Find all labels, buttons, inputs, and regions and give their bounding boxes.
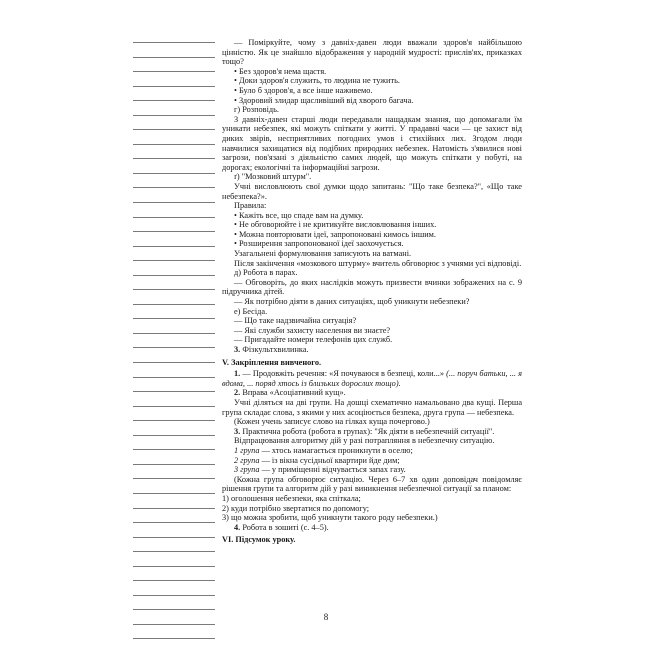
- lesson-text-column: [222, 38, 522, 547]
- paragraph: д) Робота в парах.: [234, 268, 298, 278]
- step-label: Вправа «Асоціативний кущ».: [242, 388, 346, 398]
- margin-line: [133, 144, 215, 145]
- group-text: — із вікна сусідньої квартири йде дим;: [261, 455, 400, 465]
- group-text: — у приміщенні відчувається запах газу.: [261, 465, 406, 475]
- margin-line: [133, 42, 215, 43]
- step-number: 3.: [234, 345, 241, 354]
- paragraph: З давніх-давен старші люди передавали нащадкам знання, що допомагали їм уникати небезпек, які можуть спіткати у житті. У прадавні часи — це захист від диких звірів, несприятливих погодних умов і стихійних лих. Згодом люди навчилися захищатися від подібних природних небезпек. Натомість з'явилися нові загрози, пов'язані з діяльністю самих людей, що можуть спіткати у побуті, на дорогах; екологічні та інформаційні загрози.: [222, 114, 522, 172]
- proverb-item: • Здоровий злидар щасливіший від хворого багача.: [222, 96, 522, 106]
- margin-line: [133, 129, 215, 130]
- proverb-item: • Доки здоров'я служить, то людина не тужить.: [222, 76, 522, 86]
- italic-note: (... поруч батьки, ... я вдома, ... поряд хтось із близьких дорослих тощо).: [222, 369, 523, 388]
- margin-note-lines: [133, 42, 215, 653]
- margin-line: [133, 493, 215, 494]
- margin-line: [133, 57, 215, 58]
- paragraph: — Які служби захисту населення ви знаєте?: [234, 325, 391, 335]
- page-number: 8: [323, 612, 329, 622]
- paragraph: е) Бесіда.: [234, 306, 268, 316]
- section-heading: VI. Підсумок уроку.: [222, 535, 296, 545]
- margin-line: [133, 551, 215, 552]
- margin-line: [133, 217, 215, 218]
- margin-line: [133, 435, 215, 436]
- margin-line: [133, 508, 215, 509]
- paragraph: — Як потрібно діяти в даних ситуаціях, щоб уникнути небезпеки?: [234, 297, 470, 307]
- rule-item: • Розширення запропонованої ідеї заохочується.: [222, 239, 522, 249]
- margin-line: [133, 275, 215, 276]
- group-label: 2 група: [234, 455, 260, 465]
- margin-line: [133, 391, 215, 392]
- group-label: 3 група: [234, 465, 260, 475]
- margin-line: [133, 609, 215, 610]
- margin-line: [133, 187, 215, 188]
- step-label: Практична робота (робота в групах): "Як діяти в небезпечній ситуації".: [242, 426, 495, 436]
- paragraph: (Кожна група обговорює ситуацію. Через 6–7 хв один доповідач повідомляє рішення групи та алгоритм дій у разі виникнення небезпечної ситуації за планом:: [222, 474, 522, 494]
- group-task: [222, 465, 522, 475]
- margin-line: [133, 449, 215, 450]
- margin-line: [133, 115, 215, 116]
- margin-line: [133, 420, 215, 421]
- margin-line: [133, 246, 215, 247]
- paragraph: [222, 523, 522, 533]
- margin-line: [133, 566, 215, 567]
- paragraph: [222, 388, 522, 398]
- paragraph: [222, 345, 522, 355]
- paragraph: ґ) "Мозковий штурм".: [234, 172, 312, 182]
- margin-line: [133, 595, 215, 596]
- margin-line: [133, 289, 215, 290]
- group-text: — хтось намагається проникнути в оселю;: [261, 445, 413, 455]
- margin-line: [133, 638, 215, 639]
- paragraph: [222, 369, 522, 388]
- step-number: 3.: [234, 426, 241, 436]
- proverb-item: • Без здоров'я нема щастя.: [222, 67, 522, 77]
- paragraph: Учні діляться на дві групи. На дошці схематично намальовано два кущі. Перша група складає слова, з якими у них асоціюється безпека, друга група — небезпека.: [222, 397, 522, 417]
- paragraph: [222, 427, 522, 437]
- margin-line: [133, 464, 215, 465]
- plan-item: 2) куди потрібно звертатися по допомогу;: [222, 503, 370, 513]
- plan-item: 1) оголошення небезпеки, яка спіткала;: [222, 493, 361, 503]
- plan-item: 3) що можна зробити, щоб уникнути такого роду небезпеки.): [222, 513, 438, 523]
- margin-line: [133, 158, 215, 159]
- margin-line: [133, 377, 215, 378]
- rule-item: • Кажіть все, що спаде вам на думку.: [222, 211, 522, 221]
- margin-line: [133, 362, 215, 363]
- section-heading: V. Закріплення вивченого.: [222, 357, 322, 367]
- step-label: — Продовжіть речення: «Я почуваюся в безпеці, коли...»: [242, 369, 444, 379]
- step-number: 4.: [234, 522, 241, 532]
- group-label: 1 група: [234, 445, 260, 455]
- paragraph: Відпрацювання алгоритму дій у разі потрапляння в небезпечну ситуацію.: [234, 436, 495, 446]
- step-number: 2.: [234, 388, 241, 398]
- margin-line: [133, 333, 215, 334]
- margin-line: [133, 231, 215, 232]
- paragraph: — Поміркуйте, чому з давніх-давен люди вважали здоров'я найбільшою цінністю. Як це знайшло відображення у народній мудрості: прислів'ях, приказках тощо?: [222, 38, 522, 67]
- margin-line: [133, 260, 215, 261]
- margin-line: [133, 537, 215, 538]
- paragraph: — Пригадайте номери телефонів цих служб.: [234, 335, 393, 345]
- paragraph: (Кожен учень записує слово на гілках куща почергово.): [234, 417, 430, 427]
- margin-line: [133, 71, 215, 72]
- margin-line: [133, 100, 215, 101]
- paragraph: Після закінчення «мозкового штурму» вчитель обговорює з учнями усі відповіді.: [234, 258, 522, 268]
- group-task: [222, 456, 522, 466]
- margin-line: [133, 304, 215, 305]
- margin-line: [133, 580, 215, 581]
- rule-item: • Не обговорюйте і не критикуйте висловлювання інших.: [222, 220, 522, 230]
- group-task: [222, 446, 522, 456]
- paragraph: Правила:: [234, 201, 267, 211]
- rule-item: • Можна повторювати ідеї, запропоновані кимось іншим.: [222, 230, 522, 240]
- margin-line: [133, 347, 215, 348]
- margin-line: [133, 173, 215, 174]
- paragraph: Узагальнені формулювання записують на ватмані.: [234, 249, 412, 259]
- margin-line: [133, 478, 215, 479]
- step-label: Фізкультхвилинка.: [242, 345, 309, 354]
- step-label: Робота в зошиті (с. 4–5).: [242, 522, 329, 532]
- margin-line: [133, 624, 215, 625]
- margin-line: [133, 522, 215, 523]
- margin-line: [133, 202, 215, 203]
- margin-line: [133, 86, 215, 87]
- proverb-item: • Було б здоров'я, а все інше наживемо.: [222, 86, 522, 96]
- margin-line: [133, 406, 215, 407]
- margin-line: [133, 318, 215, 319]
- paragraph: — Що таке надзвичайна ситуація?: [234, 316, 357, 326]
- step-number: 1.: [234, 369, 241, 379]
- paragraph: — Обговоріть, до яких наслідків можуть призвести вчинки зображених на с. 9 підручника дітей.: [222, 277, 522, 297]
- paragraph: Учні висловлюють свої думки щодо запитань: "Що таке безпека?", «Що таке небезпека?».: [222, 181, 522, 201]
- paragraph: г) Розповідь.: [234, 105, 279, 115]
